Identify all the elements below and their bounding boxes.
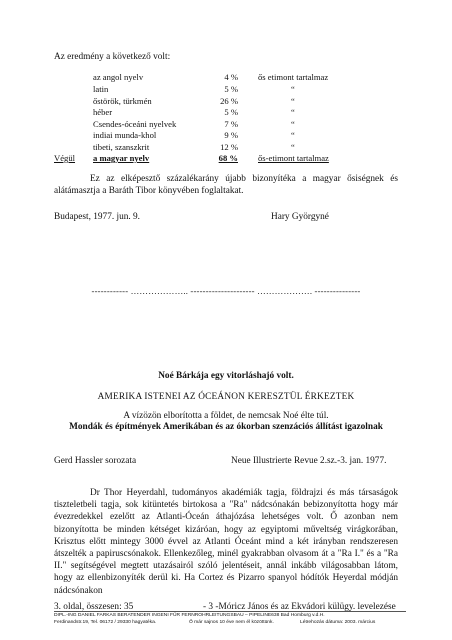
place-date: Budapest, 1977. jun. 9. [54, 212, 140, 222]
signature: Hary Györgyné [271, 212, 329, 222]
row-note: “ [291, 119, 295, 129]
row-language: a magyar nyelv [93, 153, 150, 163]
row-percent: 5 % [224, 84, 238, 94]
row-percent: 9 % [224, 130, 238, 140]
row-language: őstörök, türkmén [93, 96, 152, 106]
row-note: ős-etimont tartalmaz [258, 153, 329, 163]
footer-line2-right: Létrehozás dátuma: 2003. március [300, 620, 376, 625]
article-subtitle: A vízözön elborította a földet, de nemcsak Noé élte túl. [123, 411, 329, 421]
row-note: “ [291, 96, 295, 106]
footer-line2-mid: Ő már sajnos 10 éve nem él közöttünk. [189, 620, 274, 625]
row-note: “ [291, 142, 295, 152]
row-language: Csendes-óceáni nyelvek [93, 119, 177, 129]
row-percent: 68 % [218, 153, 238, 163]
footer-rule [54, 611, 406, 612]
row-language: az angol nyelv [93, 72, 144, 82]
divider: ------------ ……………….. --------------------- ………………. --------------- [91, 286, 361, 296]
source-citation: Neue Illustrierte Revue 2.sz.-3. jan. 1977. [231, 456, 387, 466]
row-language: héber [93, 107, 113, 117]
row-language: indiai munda-khol [93, 130, 157, 140]
footer-line1: DIPL.-ING DANIEL FARKAS BERATENDER INGENI FÜR FERNROHRLEITUNGSBAU – PIPELINE638 Bad Homburg v.d.H. [54, 613, 325, 618]
article-title: Noé Bárkája egy vitorláshajó volt. [158, 371, 294, 381]
footer-line2-left: Ferdinandstr.19, Tel. 06172 / 29330 hagyatéka. [54, 620, 157, 625]
row-language: tibeti, szanszkrit [93, 142, 150, 152]
article-lead: Mondák és építmények Amerikában és az ókorban szenzációs állítást igazolnak [69, 422, 383, 432]
row-percent: 4 % [224, 72, 238, 82]
article-heading: AMERIKA ISTENEI AZ ÓCEÁNON KERESZTÜL ÉRKEZTEK [97, 392, 355, 402]
footer-page-count: 3. oldal, összesen: 35 [54, 602, 134, 612]
series-name: Gerd Hassler sorozata [54, 456, 137, 466]
conclusion-paragraph: Ez az elképesztő százalékarány újabb bizonyítéka a magyar ősiségnek és alátámasztja a Baráth Tibor könyvében foglaltakat. [54, 174, 398, 197]
row-percent: 7 % [224, 119, 238, 129]
intro-text: Az eredmény a következő volt: [54, 52, 171, 62]
row-prefix: Végül [54, 153, 76, 163]
footer-doc-title: - 3 -Móricz János és az Ekvádori külügy. levelezése [203, 602, 396, 612]
row-percent: 26 % [220, 96, 238, 106]
row-note: “ [291, 84, 295, 94]
row-note: “ [291, 130, 295, 140]
article-body: Dr Thor Heyerdahl, tudományos akadémiák tagja, földrajzi és más társaságok tiszteletbeli tagja, sok kitüntetés birtokosa a "Ra" nádcsónakán bebizonyította hogy már évezredekkel ezelőtt az Atlanti-Óceán áthajózása lehetséges volt. Ő azonban nem bizonyította be minden kétséget kizáróan, hogy az egyiptomi műveltség virágkorában, Krisztus előtt mintegy 3000 évvel az Atlanti Óceánt mind a két irányban rendszeresen átszelték a papiruscsónakok. Ellenkezőleg, minél gyakrabban olvasom át a "Ra I." és a "Ra II." segítségével megtett utazásairól szóló jelentéseit, annál inkább világosabban látom, hogy az ellenbizonyíték derül ki. Ha Cortez és Pizarro spanyol hódítók Heyerdal módján nádcsónakon [54, 488, 398, 596]
row-percent: 12 % [220, 142, 238, 152]
row-note: “ [291, 107, 295, 117]
row-percent: 5 % [224, 107, 238, 117]
row-note: ős etimont tartalmaz [258, 72, 329, 82]
row-language: latin [93, 84, 109, 94]
